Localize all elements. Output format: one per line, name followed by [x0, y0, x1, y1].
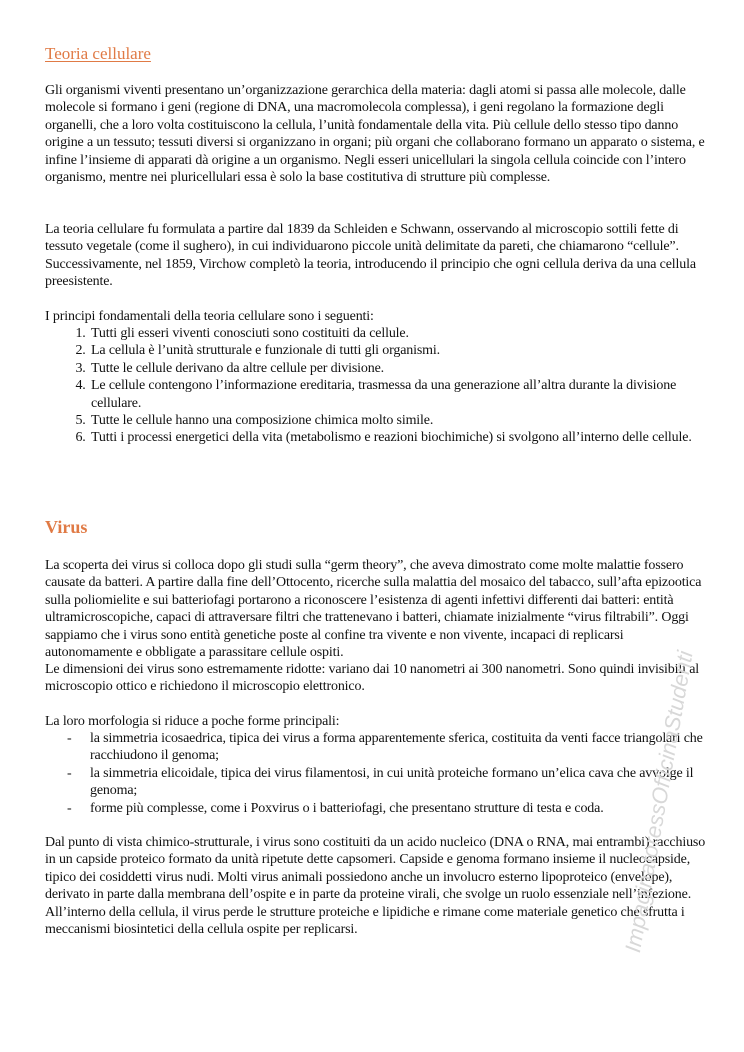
- list-item: - la simmetria icosaedrica, tipica dei virus a forma apparentemente sferica, costituita da venti facce triangolari che racchiudono il genoma;: [67, 731, 703, 764]
- paragraph-dimensions: Le dimensioni dei virus sono estremamente ridotte: variano dai 10 nanometri ai 300 nanometri. Sono quindi invisibili al microscopio ottico e richiedono il microscopio elettronico.: [45, 662, 700, 695]
- list-item: 6. Tutti i processi energetici della vita (metabolismo e reazioni biochimiche) si svolgono all’interno delle cellule.: [89, 429, 713, 446]
- list-item: - forme più complesse, come i Poxvirus o i batteriofagi, che presentano strutture di testa e coda.: [67, 800, 604, 816]
- principles-list: [45, 325, 713, 447]
- paragraph-intro: Gli organismi viventi presentano un’organizzazione gerarchica della materia: dagli atomi si passa alle molecole, dalle molecole si formano i geni (regione di DNA, una macromolecola complessa), i geni regolano la formazione degli organelli, che a loro volta costituiscono la cellula, l’unità fondamentale della vita. Più cellule dello stesso tipo danno origine a un tessuto; tessuti diversi si organizzano in organi; più organi che collaborano formano un apparato o sistema, e infine l’insieme di apparati dà origine a un organismo. Negli esseri unicellulari la singola cellula coincide con l’intero organismo, mentre nei pluricellulari essa è solo la base costitutiva di strutture più complesse.: [45, 83, 705, 186]
- paragraph-principles-intro: I principi fondamentali della teoria cellulare sono i seguenti:: [45, 309, 374, 324]
- list-item: 3. Tutte le cellule derivano da altre cellule per divisione.: [89, 360, 713, 377]
- morphology-list: [45, 730, 713, 817]
- dash-bullet: -: [67, 765, 72, 781]
- dash-bullet: -: [67, 800, 72, 816]
- list-item: - la simmetria elicoidale, tipica dei virus filamentosi, in cui unità proteiche formano un’elica cava che avvolge il genoma;: [67, 765, 694, 799]
- list-item: 4. Le cellule contengono l’informazione ereditaria, trasmessa da una generazione all’altra durante la divisione cellulare.: [89, 377, 713, 412]
- dash-bullet: -: [67, 731, 72, 746]
- list-item: 2. La cellula è l’unità strutturale e funzionale di tutti gli organismi.: [89, 342, 713, 359]
- section-title-virus: Virus: [45, 517, 88, 537]
- list-item: 5. Tutte le cellule hanno una composizione chimica molto simile.: [89, 412, 713, 429]
- paragraph-history: La teoria cellulare fu formulata a partire dal 1839 da Schleiden e Schwann, osservando al microscopio sottili fette di tessuto vegetale (come il sughero), in cui individuarono piccole unità delimitate da pareti, che chiamarono “cellule”. Successivamente, nel 1859, Virchow completò la teoria, introducendo il principio che ogni cellula deriva da una cellula preesistente.: [45, 222, 696, 290]
- paragraph-structure: Dal punto di vista chimico-strutturale, i virus sono costituiti da un acido nucleico (DNA o RNA, mai entrambi) racchiuso in un capside proteico formato da unità ripetute dette capsomeri. Capside e genoma formano insieme il nucleocapside, tipico dei cosiddetti virus nudi. Molti virus animali possiedono anche un involucro esterno lipoproteico (envelope), derivato in parte dalla membrana dell’ospite e in parte da proteine virali, che svolge un ruolo essenziale nell’infezione. All’interno della cellula, il virus perde le strutture proteiche e lipidiche e rimane come materiale genetico che sfrutta i meccanismi biosintetici della cellula ospite per replicarsi.: [45, 835, 706, 938]
- watermark: [620, 520, 698, 955]
- paragraph-morphology-intro: La loro morfologia si riduce a poche forme principali:: [45, 714, 340, 729]
- paragraph-discovery: La scoperta dei virus si colloca dopo gli studi sulla “germ theory”, che aveva dimostrato come molte malattie fossero causate da batteri. A partire dalla fine dell’Ottocento, ricerche sulla malattia del mosaico del tabacco, sull’afta epizootica sulla poliomielite e sui batteriofagi portarono a riconoscere l’esistenza di agenti infettivi differenti dai batteri: entità ultramicroscopiche, capaci di attraversare filtri che trattenevano i batteri, chiamate inizialmente “virus filtrabili”. Oggi sappiamo che i virus sono entità genetiche poste al confine tra vivente e non vivente, incapaci di replicarsi autonomamente e obbligate a parassitare cellule ospiti.: [45, 558, 702, 661]
- list-item: 1. Tutti gli esseri viventi conosciuti sono costituiti da cellule.: [89, 325, 713, 342]
- watermark-text: ImpaginatoressOfficinaStudenti: [620, 648, 698, 955]
- section-title-teoria-cellulare: Teoria cellulare: [45, 44, 151, 63]
